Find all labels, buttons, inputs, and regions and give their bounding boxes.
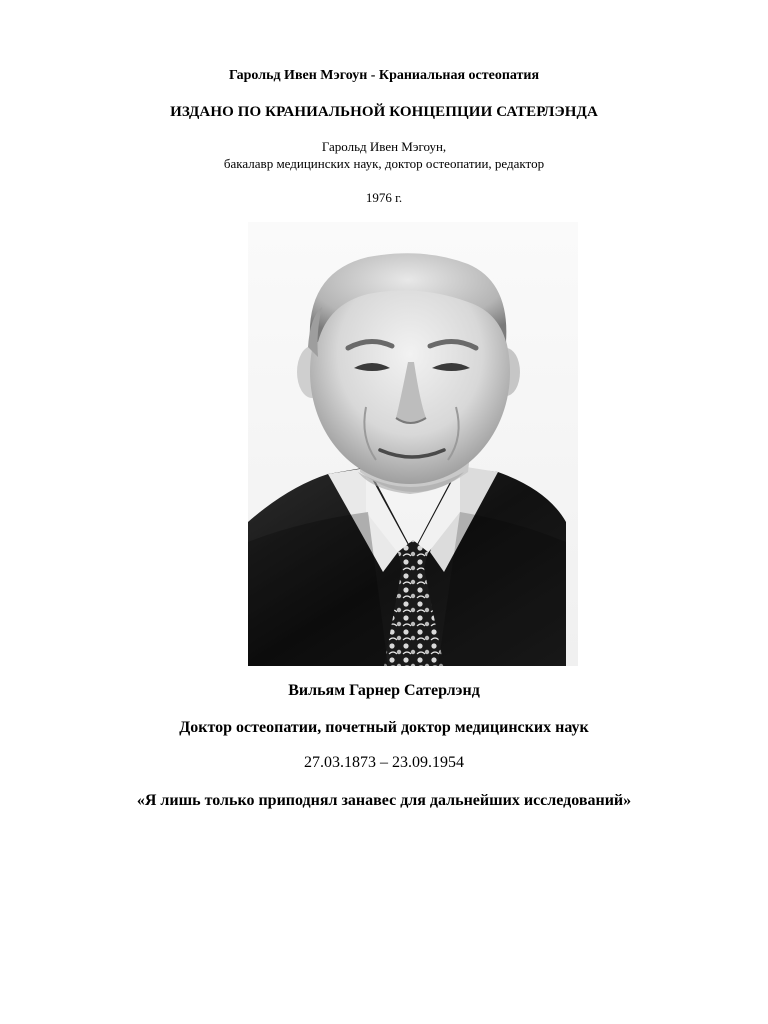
editor-credentials: бакалавр медицинских наук, доктор остеопатии, редактор [223, 156, 545, 171]
portrait-photo [248, 222, 578, 666]
subject-titles: Доктор остеопатии, почетный доктор медицинских наук [179, 719, 589, 736]
subject-dates: 27.03.1873 – 23.09.1954 [304, 754, 464, 771]
book-title: Гарольд Ивен Мэгоун - Краниальная остеопатия [228, 68, 540, 83]
subject-quote: «Я лишь только приподнял занавес для дальнейших исследований» [136, 792, 632, 809]
edition-title: ИЗДАНО ПО КРАНИАЛЬНОЙ КОНЦЕПЦИИ САТЕРЛЭНДА [170, 104, 598, 120]
subject-name: Вильям Гарнер Сатерлэнд [288, 682, 480, 699]
publication-year: 1976 г. [365, 190, 403, 205]
editor-name: Гарольд Ивен Мэгоун, [321, 139, 447, 154]
